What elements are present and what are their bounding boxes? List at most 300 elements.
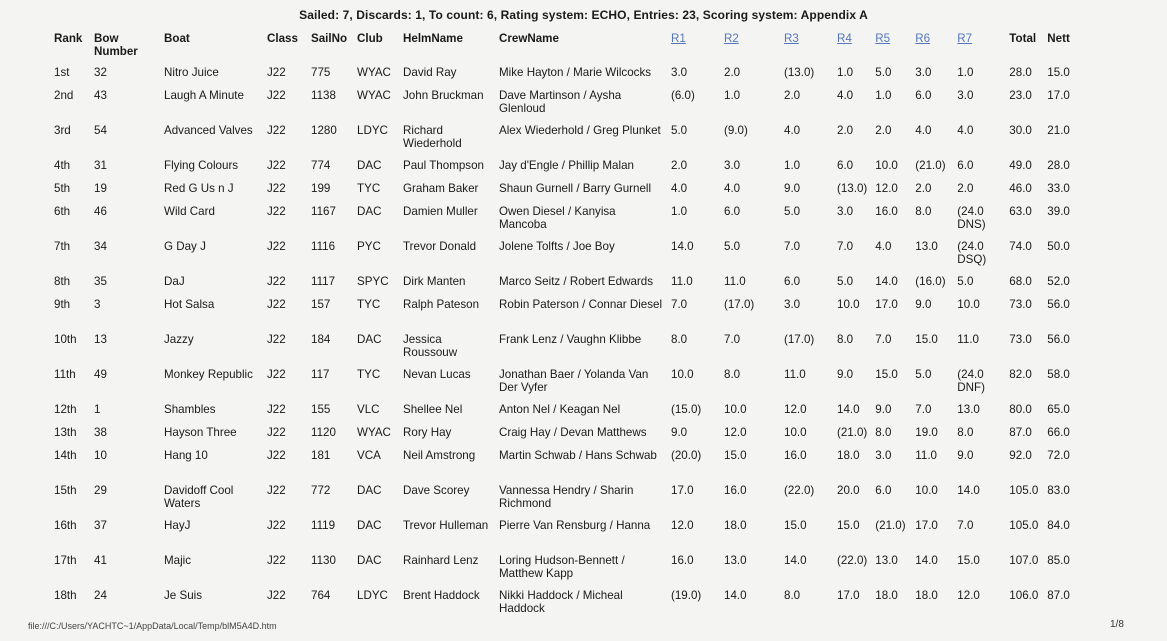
cell-r3: 14.0 — [784, 554, 807, 567]
cell-total: 23.0 — [1009, 89, 1032, 102]
cell-crew: Jonathan Baer / Yolanda Van Der Vyfer — [499, 368, 649, 394]
cell-boat: Majic — [164, 554, 192, 567]
cell-club: TYC — [357, 368, 381, 381]
cell-r3: (17.0) — [784, 333, 815, 346]
cell-r5: 7.0 — [875, 333, 892, 346]
cell-club: WYAC — [357, 426, 391, 439]
cell-nett: 58.0 — [1047, 368, 1070, 381]
cell-r2: 13.0 — [724, 554, 747, 567]
cell-r3: 2.0 — [784, 89, 801, 102]
cell-nett: 72.0 — [1047, 449, 1070, 462]
cell-r6: 13.0 — [915, 240, 938, 253]
cell-r7: 5.0 — [957, 275, 974, 288]
cell-r1: 8.0 — [671, 333, 688, 346]
cell-r1: 3.0 — [671, 66, 688, 79]
cell-r4: 2.0 — [837, 124, 854, 137]
cell-r2: 3.0 — [724, 159, 741, 172]
table-row — [50, 519, 1079, 554]
cell-sailno: 1119 — [311, 519, 336, 532]
cell-bow: 41 — [94, 554, 107, 567]
cell-r4: (21.0) — [837, 426, 868, 439]
cell-helm: Shellee Nel — [403, 403, 463, 416]
cell-boat: Hang 10 — [164, 449, 208, 462]
cell-r7: 6.0 — [957, 159, 974, 172]
cell-bow: 29 — [94, 484, 107, 497]
cell-r4: 15.0 — [837, 519, 860, 532]
cell-r6: 4.0 — [915, 124, 932, 137]
cell-r5: 4.0 — [875, 240, 892, 253]
cell-boat: Red G Us n J — [164, 182, 234, 195]
cell-r7: (24.0 DSQ) — [957, 240, 987, 266]
cell-club: VLC — [357, 403, 380, 416]
cell-r6: 17.0 — [915, 519, 938, 532]
cell-r4: 7.0 — [837, 240, 854, 253]
cell-r7: 10.0 — [957, 298, 980, 311]
cell-rank: 10th — [54, 333, 77, 346]
cell-r5: 12.0 — [875, 182, 898, 195]
cell-club: LDYC — [357, 124, 388, 137]
cell-nett: 15.0 — [1047, 66, 1070, 79]
cell-r4: 5.0 — [837, 275, 854, 288]
cell-total: 106.0 — [1009, 589, 1039, 602]
cell-club: WYAC — [357, 66, 391, 79]
cell-r7: 11.0 — [957, 333, 980, 346]
cell-r5: 9.0 — [875, 403, 892, 416]
cell-bow: 49 — [94, 368, 107, 381]
cell-r6: 3.0 — [915, 66, 932, 79]
cell-helm: David Ray — [403, 66, 457, 79]
cell-r3: 15.0 — [784, 519, 807, 532]
cell-sailno: 774 — [311, 159, 331, 172]
cell-nett: 87.0 — [1047, 589, 1070, 602]
cell-boat: Advanced Valves — [164, 124, 253, 137]
cell-r2: 14.0 — [724, 589, 747, 602]
cell-class: J22 — [267, 519, 286, 532]
cell-r6: 15.0 — [915, 333, 938, 346]
cell-r1: 17.0 — [671, 484, 694, 497]
cell-crew: Loring Hudson-Bennett / Matthew Kapp — [499, 554, 625, 580]
col-helm: HelmName — [403, 32, 463, 45]
cell-r2: 5.0 — [724, 240, 741, 253]
cell-nett: 28.0 — [1047, 159, 1070, 172]
cell-rank: 15th — [54, 484, 77, 497]
cell-helm: Richard Wiederhold — [403, 124, 462, 150]
cell-club: DAC — [357, 333, 382, 346]
cell-rank: 8th — [54, 275, 71, 288]
cell-club: DAC — [357, 519, 382, 532]
cell-r1: 4.0 — [671, 182, 688, 195]
cell-r6: 9.0 — [915, 298, 932, 311]
cell-class: J22 — [267, 182, 286, 195]
cell-r3: 4.0 — [784, 124, 801, 137]
cell-rank: 16th — [54, 519, 77, 532]
cell-helm: Brent Haddock — [403, 589, 480, 602]
cell-r1: 2.0 — [671, 159, 688, 172]
col-r1-link[interactable]: R1 — [671, 32, 686, 45]
cell-boat: Nitro Juice — [164, 66, 219, 79]
cell-helm: Ralph Pateson — [403, 298, 480, 311]
cell-r5: 15.0 — [875, 368, 898, 381]
cell-r5: 16.0 — [875, 205, 898, 218]
cell-r6: 2.0 — [915, 182, 932, 195]
cell-helm: Rainhard Lenz — [403, 554, 479, 567]
cell-total: 68.0 — [1009, 275, 1032, 288]
cell-r1: (19.0) — [671, 589, 702, 602]
cell-r2: 11.0 — [724, 275, 746, 288]
cell-total: 105.0 — [1009, 519, 1039, 532]
cell-club: TYC — [357, 298, 381, 311]
cell-crew: Jay d'Engle / Phillip Malan — [499, 159, 634, 172]
cell-class: J22 — [267, 333, 286, 346]
cell-r5: 14.0 — [875, 275, 898, 288]
cell-r6: 18.0 — [915, 589, 938, 602]
cell-helm: Trevor Hulleman — [403, 519, 489, 532]
cell-r4: 8.0 — [837, 333, 854, 346]
cell-rank: 3rd — [54, 124, 71, 137]
cell-r7: 3.0 — [957, 89, 974, 102]
table-row — [50, 124, 1079, 159]
results-summary: Sailed: 7, Discards: 1, To count: 6, Rating system: ECHO, Entries: 23, Scoring system: Appendix A — [299, 8, 868, 22]
col-r2-link[interactable]: R2 — [724, 32, 739, 45]
cell-r6: 7.0 — [915, 403, 932, 416]
cell-class: J22 — [267, 484, 286, 497]
cell-class: J22 — [267, 240, 286, 253]
cell-nett: 50.0 — [1047, 240, 1070, 253]
cell-club: LDYC — [357, 589, 388, 602]
cell-r2: 8.0 — [724, 368, 741, 381]
cell-r4: (22.0) — [837, 554, 868, 567]
cell-crew: Nikki Haddock / Micheal Haddock — [499, 589, 623, 615]
cell-r1: 10.0 — [671, 368, 694, 381]
cell-rank: 11th — [54, 368, 76, 381]
cell-nett: 85.0 — [1047, 554, 1070, 567]
cell-r2: 2.0 — [724, 66, 741, 79]
cell-r4: 1.0 — [837, 66, 854, 79]
cell-r5: 5.0 — [875, 66, 892, 79]
col-boat: Boat — [164, 32, 190, 45]
cell-r4: 20.0 — [837, 484, 860, 497]
cell-club: DAC — [357, 484, 382, 497]
col-r5-link[interactable]: R5 — [875, 32, 891, 45]
cell-r1: 5.0 — [671, 124, 688, 137]
cell-r6: 11.0 — [915, 449, 938, 462]
cell-sailno: 1117 — [311, 275, 336, 288]
cell-bow: 19 — [94, 182, 107, 195]
cell-r3: 10.0 — [784, 426, 807, 439]
cell-crew: Shaun Gurnell / Barry Gurnell — [499, 182, 652, 195]
cell-class: J22 — [267, 554, 286, 567]
cell-total: 46.0 — [1009, 182, 1032, 195]
col-r4-link[interactable]: R4 — [837, 32, 852, 45]
cell-bow: 46 — [94, 205, 107, 218]
cell-r2: 12.0 — [724, 426, 747, 439]
cell-r2: 4.0 — [724, 182, 741, 195]
cell-crew: Owen Diesel / Kanyisa Mancoba — [499, 205, 616, 231]
cell-r4: 17.0 — [837, 589, 860, 602]
cell-class: J22 — [267, 298, 286, 311]
cell-nett: 33.0 — [1047, 182, 1070, 195]
cell-r1: 11.0 — [671, 275, 693, 288]
cell-bow: 35 — [94, 275, 107, 288]
cell-crew: Robin Paterson / Connar Diesel — [499, 298, 663, 311]
cell-helm: Rory Hay — [403, 426, 452, 439]
cell-r4: 9.0 — [837, 368, 854, 381]
cell-sailno: 775 — [311, 66, 331, 79]
col-crew: CrewName — [499, 32, 559, 45]
cell-r6: 10.0 — [915, 484, 938, 497]
table-row — [50, 240, 1079, 275]
cell-r6: 5.0 — [915, 368, 932, 381]
cell-nett: 56.0 — [1047, 298, 1070, 311]
cell-club: VCA — [357, 449, 381, 462]
cell-r3: 8.0 — [784, 589, 801, 602]
cell-r5: 6.0 — [875, 484, 892, 497]
cell-rank: 14th — [54, 449, 77, 462]
table-row — [50, 159, 1079, 182]
cell-r1: 16.0 — [671, 554, 694, 567]
cell-rank: 9th — [54, 298, 71, 311]
cell-helm: Dirk Manten — [403, 275, 466, 288]
col-class: Class — [267, 32, 298, 45]
cell-bow: 1 — [94, 403, 101, 416]
cell-crew: Anton Nel / Keagan Nel — [499, 403, 621, 416]
cell-crew: Frank Lenz / Vaughn Klibbe — [499, 333, 642, 346]
cell-helm: Trevor Donald — [403, 240, 477, 253]
cell-r7: (24.0 DNF) — [957, 368, 985, 394]
cell-r5: 13.0 — [875, 554, 898, 567]
cell-r2: 15.0 — [724, 449, 747, 462]
cell-r3: 1.0 — [784, 159, 801, 172]
cell-r3: (13.0) — [784, 66, 815, 79]
cell-helm: Nevan Lucas — [403, 368, 471, 381]
cell-total: 30.0 — [1009, 124, 1032, 137]
col-r6-link[interactable]: R6 — [915, 32, 931, 45]
table-row — [50, 66, 1079, 89]
cell-sailno: 1130 — [311, 554, 336, 567]
cell-class: J22 — [267, 205, 286, 218]
cell-total: 74.0 — [1009, 240, 1032, 253]
cell-bow: 13 — [94, 333, 107, 346]
cell-r3: 5.0 — [784, 205, 801, 218]
cell-bow: 34 — [94, 240, 107, 253]
cell-rank: 6th — [54, 205, 71, 218]
cell-r4: 14.0 — [837, 403, 860, 416]
cell-r4: 10.0 — [837, 298, 860, 311]
cell-sailno: 1120 — [311, 426, 336, 439]
cell-rank: 4th — [54, 159, 71, 172]
cell-r7: (24.0 DNS) — [957, 205, 986, 231]
cell-boat: Laugh A Minute — [164, 89, 244, 102]
cell-total: 28.0 — [1009, 66, 1032, 79]
cell-crew: Craig Hay / Devan Matthews — [499, 426, 647, 439]
cell-r7: 15.0 — [957, 554, 980, 567]
cell-sailno: 181 — [311, 449, 331, 462]
cell-r3: 9.0 — [784, 182, 801, 195]
cell-r1: 12.0 — [671, 519, 694, 532]
cell-crew: Alex Wiederhold / Greg Plunket — [499, 124, 661, 137]
cell-total: 87.0 — [1009, 426, 1032, 439]
cell-nett: 66.0 — [1047, 426, 1070, 439]
cell-class: J22 — [267, 124, 286, 137]
col-rank: Rank — [54, 32, 83, 45]
cell-total: 107.0 — [1009, 554, 1039, 567]
cell-rank: 1st — [54, 66, 70, 79]
cell-helm: Graham Baker — [403, 182, 479, 195]
cell-total: 49.0 — [1009, 159, 1032, 172]
cell-nett: 65.0 — [1047, 403, 1070, 416]
cell-rank: 5th — [54, 182, 71, 195]
cell-total: 82.0 — [1009, 368, 1032, 381]
cell-r6: (21.0) — [915, 159, 946, 172]
cell-r1: 1.0 — [671, 205, 688, 218]
cell-nett: 84.0 — [1047, 519, 1070, 532]
cell-r5: 10.0 — [875, 159, 898, 172]
cell-sailno: 1167 — [311, 205, 336, 218]
cell-r2: 6.0 — [724, 205, 741, 218]
cell-bow: 10 — [94, 449, 107, 462]
cell-r5: 17.0 — [875, 298, 898, 311]
cell-r1: (15.0) — [671, 403, 702, 416]
cell-r2: 1.0 — [724, 89, 741, 102]
results-table — [50, 28, 1079, 624]
table-row — [50, 426, 1079, 449]
cell-nett: 39.0 — [1047, 205, 1070, 218]
cell-rank: 2nd — [54, 89, 74, 102]
col-r3-link[interactable]: R3 — [784, 32, 799, 45]
cell-r6: 19.0 — [915, 426, 938, 439]
cell-r7: 13.0 — [957, 403, 980, 416]
cell-r1: (6.0) — [671, 89, 695, 102]
cell-r7: 1.0 — [957, 66, 974, 79]
cell-sailno: 199 — [311, 182, 331, 195]
table-row — [50, 589, 1079, 624]
cell-r4: (13.0) — [837, 182, 868, 195]
cell-r4: 3.0 — [837, 205, 854, 218]
cell-class: J22 — [267, 426, 286, 439]
cell-boat: DaJ — [164, 275, 185, 288]
cell-boat: G Day J — [164, 240, 206, 253]
cell-crew: Mike Hayton / Marie Wilcocks — [499, 66, 652, 79]
col-nett: Nett — [1047, 32, 1070, 45]
cell-boat: Jazzy — [164, 333, 194, 346]
cell-bow: 24 — [94, 589, 107, 602]
cell-bow: 3 — [94, 298, 101, 311]
cell-helm: Damien Muller — [403, 205, 478, 218]
cell-class: J22 — [267, 275, 286, 288]
cell-sailno: 1116 — [311, 240, 336, 253]
cell-bow: 38 — [94, 426, 107, 439]
cell-r3: 6.0 — [784, 275, 801, 288]
cell-r3: 16.0 — [784, 449, 807, 462]
cell-r2: 16.0 — [724, 484, 747, 497]
cell-sailno: 1280 — [311, 124, 337, 137]
table-row — [50, 275, 1079, 298]
cell-r5: 8.0 — [875, 426, 892, 439]
col-r7-link[interactable]: R7 — [957, 32, 973, 45]
cell-class: J22 — [267, 66, 286, 79]
cell-helm: Neil Amstrong — [403, 449, 476, 462]
cell-rank: 13th — [54, 426, 77, 439]
cell-total: 80.0 — [1009, 403, 1032, 416]
cell-total: 73.0 — [1009, 333, 1032, 346]
cell-r7: 12.0 — [957, 589, 980, 602]
table-row — [50, 368, 1079, 403]
cell-class: J22 — [267, 89, 286, 102]
cell-r3: 3.0 — [784, 298, 801, 311]
cell-boat: HayJ — [164, 519, 191, 532]
cell-crew: Marco Seitz / Robert Edwards — [499, 275, 653, 288]
header-row — [50, 28, 1079, 66]
cell-r3: 7.0 — [784, 240, 801, 253]
table-row — [50, 298, 1079, 333]
cell-r5: 2.0 — [875, 124, 892, 137]
table-row — [50, 205, 1079, 240]
table-row — [50, 554, 1079, 589]
cell-r7: 9.0 — [957, 449, 974, 462]
cell-crew: Dave Martinson / Aysha Glenloud — [499, 89, 622, 115]
cell-r6: 6.0 — [915, 89, 932, 102]
cell-bow: 31 — [94, 159, 107, 172]
cell-rank: 12th — [54, 403, 77, 416]
cell-total: 105.0 — [1009, 484, 1039, 497]
cell-helm: John Bruckman — [403, 89, 484, 102]
cell-bow: 37 — [94, 519, 107, 532]
cell-class: J22 — [267, 449, 286, 462]
cell-bow: 32 — [94, 66, 107, 79]
table-row — [50, 182, 1079, 205]
cell-r3: 11.0 — [784, 368, 806, 381]
cell-rank: 17th — [54, 554, 77, 567]
cell-sailno: 155 — [311, 403, 331, 416]
cell-r4: 4.0 — [837, 89, 854, 102]
cell-sailno: 157 — [311, 298, 331, 311]
cell-nett: 56.0 — [1047, 333, 1070, 346]
cell-club: PYC — [357, 240, 381, 253]
cell-class: J22 — [267, 159, 286, 172]
cell-r2: (9.0) — [724, 124, 748, 137]
cell-crew: Pierre Van Rensburg / Hanna — [499, 519, 651, 532]
cell-rank: 7th — [54, 240, 71, 253]
cell-bow: 43 — [94, 89, 107, 102]
cell-club: DAC — [357, 554, 382, 567]
cell-r5: 18.0 — [875, 589, 898, 602]
cell-boat: Wild Card — [164, 205, 215, 218]
col-bow-number: Bow Number — [94, 32, 138, 58]
cell-nett: 17.0 — [1047, 89, 1070, 102]
cell-r1: 7.0 — [671, 298, 688, 311]
cell-helm: Dave Scorey — [403, 484, 470, 497]
cell-class: J22 — [267, 368, 286, 381]
footer-page-number: 1/8 — [1110, 619, 1124, 630]
cell-r1: (20.0) — [671, 449, 702, 462]
footer-file-path: file:///C:/Users/YACHTC~1/AppData/Local/Temp/blM5A4D.htm — [28, 621, 277, 631]
cell-club: TYC — [357, 182, 381, 195]
cell-nett: 83.0 — [1047, 484, 1070, 497]
cell-r1: 9.0 — [671, 426, 688, 439]
cell-r2: 18.0 — [724, 519, 747, 532]
table-row — [50, 403, 1079, 426]
cell-r4: 18.0 — [837, 449, 860, 462]
cell-r5: 1.0 — [875, 89, 892, 102]
table-row — [50, 449, 1079, 484]
cell-r2: 10.0 — [724, 403, 747, 416]
cell-r7: 4.0 — [957, 124, 974, 137]
cell-r7: 7.0 — [957, 519, 974, 532]
cell-sailno: 117 — [311, 368, 330, 381]
cell-r7: 2.0 — [957, 182, 974, 195]
cell-r2: (17.0) — [724, 298, 755, 311]
cell-r3: (22.0) — [784, 484, 815, 497]
